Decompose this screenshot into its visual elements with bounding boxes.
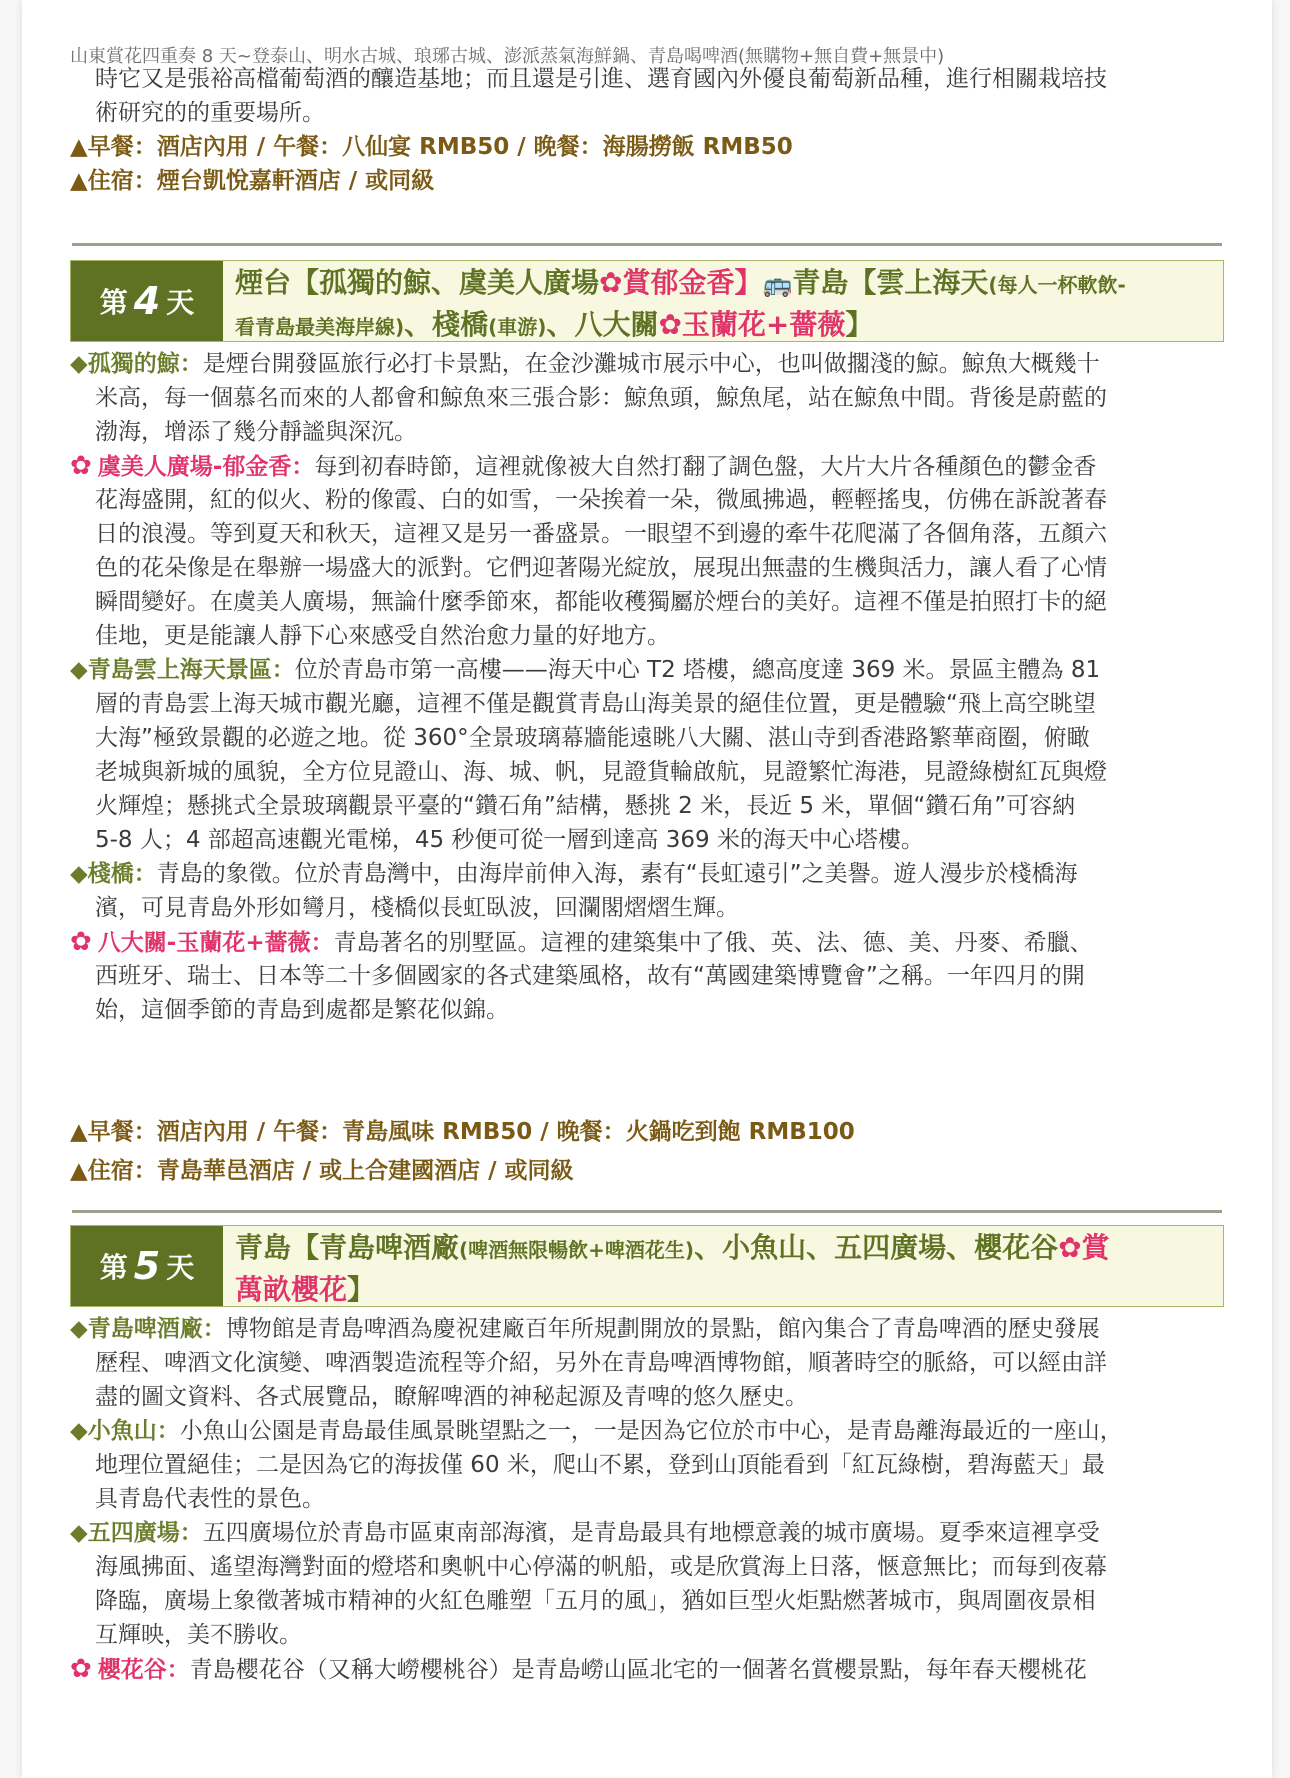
title-part: 萬畝櫻花: [235, 1273, 348, 1306]
item-line: 互輝映，美不勝收。: [95, 1622, 302, 1648]
title-part: 】: [347, 1273, 376, 1306]
item-name: 小魚山：: [87, 1418, 180, 1444]
title-part-small: (車游): [488, 315, 547, 339]
item-line: 歷程、啤酒文化演變、啤酒製造流程等介紹，另外在青島啤酒博物館，順著時空的脈絡，可以經由詳: [95, 1350, 1107, 1376]
item-line: 佳地，更是能讓人靜下心來感受自然治愈力量的好地方。: [95, 623, 670, 649]
title-part-small: (每人一杯軟飲-: [988, 273, 1126, 297]
item-first-line: [70, 1314, 1100, 1344]
item-line: 西班牙、瑞士、日本等二十多個國家的各式建築風格，故有“萬國建築博覽會”之稱。一年四月的開: [95, 963, 1085, 989]
day-tag-prefix: 第: [99, 286, 128, 319]
item-line: 濱，可見青島外形如彎月，棧橋似長虹臥波，回瀾閣熠熠生輝。: [95, 895, 739, 921]
item-line: 始，這個季節的青島到處都是繁花似錦。: [95, 997, 509, 1023]
day5-tag: [71, 1226, 223, 1306]
flower-icon: ✿: [599, 266, 623, 299]
bullet-icon: ◆: [70, 1418, 88, 1444]
title-part: 、八大關: [546, 308, 659, 341]
item-first-line: [70, 349, 1100, 379]
title-part-small: 看青島最美海岸線): [235, 315, 405, 339]
item-name: 虞美人廣場-郁金香：: [97, 454, 315, 480]
item-text: 博物館是青島啤酒為慶祝建廠百年所規劃開放的景點，館內集合了青島啤酒的歷史發展: [225, 1316, 1100, 1342]
item-first-line: [70, 859, 1078, 889]
section-divider: [72, 1210, 1222, 1213]
day-number: 5: [133, 1244, 161, 1288]
item-name: 青島啤酒廠：: [87, 1316, 226, 1342]
item-text: 青島著名的別墅區。這裡的建築集中了俄、英、法、德、美、丹麥、希臘、: [333, 930, 1093, 956]
item-name: 八大關-玉蘭花+薔薇：: [97, 930, 334, 956]
day3-meal: ▲早餐：酒店內用 / 午餐：八仙宴 RMB50 / 晚餐：海腸撈飯 RMB50: [70, 134, 793, 160]
item-first-line: [70, 1518, 1100, 1548]
day4-hotel: ▲住宿：青島華邑酒店 / 或上合建國酒店 / 或同級: [70, 1158, 574, 1184]
item-line: 瞬間變好。在虞美人廣場，無論什麼季節來，都能收穫獨屬於煙台的美好。這裡不僅是拍照打卡的絕: [95, 589, 1107, 615]
section-divider: [72, 243, 1222, 246]
day-tag-suffix: 天: [166, 1251, 195, 1284]
bus-icon: 🚌: [762, 270, 793, 298]
title-part: 青島【青島啤酒廠: [235, 1231, 460, 1264]
item-text: 五四廣場位於青島市區東南部海濱，是青島最具有地標意義的城市廣場。夏季來這裡享受: [202, 1520, 1100, 1546]
running-header: 山東賞花四重奏 8 天~登泰山、明水古城、琅琊古城、澎派蒸氣海鮮鍋、青島喝啤酒(無購物+無自費+無景中): [70, 46, 945, 67]
item-first-line: [70, 1654, 1087, 1685]
day3-hotel: ▲住宿：煙台凱悅嘉軒酒店 / 或同級: [70, 168, 435, 194]
title-part: 、棧橋: [404, 308, 489, 341]
item-text: 小魚山公園是青島最佳風景眺望點之一，一是因為它位於市中心，是青島離海最近的一座山，: [179, 1418, 1123, 1444]
day4-meal: ▲早餐：酒店內用 / 午餐：青島風味 RMB50 / 晚餐：火鍋吃到飽 RMB100: [70, 1119, 855, 1145]
item-line: 大海”極致景觀的必遊之地。從 360°全景玻璃幕牆能遠眺八大關、湛山寺到香港路繁華商圈，俯瞰: [95, 725, 1090, 751]
item-name: 五四廣場：: [87, 1520, 203, 1546]
item-first-line: [70, 927, 1093, 958]
day4-tag: [71, 261, 223, 341]
item-line: 層的青島雲上海天城市觀光廳，這裡不僅是觀賞青島山海美景的絕佳位置，更是體驗“飛上高空眺望: [95, 691, 1096, 717]
item-line: 盡的圖文資料、各式展覽品，瞭解啤酒的神秘起源及青啤的悠久歷史。: [95, 1384, 808, 1410]
flower-icon: ✿: [70, 927, 92, 957]
item-line: 色的花朵像是在舉辦一場盛大的派對。它們迎著陽光綻放，展現出無盡的生機與活力，讓人看了心情: [95, 555, 1107, 581]
intro-line: 時它又是張裕高檔葡萄酒的釀造基地；而且還是引進、選育國內外優良葡萄新品種，進行相關栽培技: [95, 66, 1107, 92]
item-text: 是煙台開發區旅行必打卡景點，在金沙灘城市展示中心，也叫做擱淺的鯨。鯨魚大概幾十: [202, 351, 1100, 377]
item-line: 海風拂面、遙望海灣對面的燈塔和奧帆中心停滿的帆船，或是欣賞海上日落，愜意無比；而每到夜幕: [95, 1554, 1107, 1580]
item-line: 5-8 人；4 部超高速觀光電梯，45 秒便可從一層到達高 369 米的海天中心塔樓。: [95, 827, 924, 853]
bullet-icon: ◆: [70, 1316, 88, 1342]
item-name: 孤獨的鯨：: [87, 351, 203, 377]
item-text: 青島的象徵。位於青島灣中，由海岸前伸入海，素有“長虹遠引”之美譽。遊人漫步於棧橋海: [156, 861, 1078, 887]
title-part: 】: [845, 308, 874, 341]
flower-icon: ✿: [1058, 1231, 1082, 1264]
day-tag-suffix: 天: [166, 286, 195, 319]
day5-title: [235, 1228, 1215, 1310]
item-line: 具青島代表性的景色。: [95, 1486, 325, 1512]
title-part-small: (啤酒無限暢飲+啤酒花生): [459, 1238, 695, 1262]
item-name: 櫻花谷：: [97, 1657, 190, 1683]
item-line: 米高，每一個慕名而來的人都會和鯨魚來三張合影：鯨魚頭，鯨魚尾，站在鯨魚中間。背後是蔚藍的: [95, 385, 1107, 411]
title-part: 賞郁金香】: [622, 266, 763, 299]
item-line: 日的浪漫。等到夏天和秋天，這裡又是另一番盛景。一眼望不到邊的牽牛花爬滿了各個角落，五顏六: [95, 521, 1107, 547]
day4-title: [235, 263, 1215, 347]
item-line: 地理位置絕佳；二是因為它的海拔僅 60 米，爬山不累，登到山頂能看到「紅瓦綠樹，碧海藍天」最: [95, 1452, 1105, 1478]
bullet-icon: ◆: [70, 861, 88, 887]
item-first-line: [70, 1416, 1123, 1446]
item-name: 棧橋：: [87, 861, 157, 887]
intro-line: 術研究的的重要場所。: [95, 100, 325, 126]
title-part: 煙台【孤獨的鯨、虞美人廣場: [235, 266, 600, 299]
item-first-line: [70, 451, 1096, 482]
item-text: 位於青島市第一高樓——海天中心 T2 塔樓，總高度達 369 米。景區主體為 81: [294, 657, 1101, 683]
item-line: 花海盛開，紅的似火、粉的像霞、白的如雪，一朵挨着一朵，微風拂過，輕輕搖曳，仿佛在訴說著春: [95, 487, 1107, 513]
bullet-icon: ◆: [70, 1520, 88, 1546]
item-line: 渤海，增添了幾分靜謐與深沉。: [95, 419, 417, 445]
flower-icon: ✿: [70, 1654, 92, 1684]
item-text: 青島櫻花谷（又稱大嶗櫻桃谷）是青島嶗山區北宅的一個著名賞櫻景點，每年春天櫻桃花: [189, 1657, 1087, 1683]
day-number: 4: [133, 279, 161, 323]
day5-header: [70, 1225, 1224, 1307]
item-line: 降臨，廣場上象徵著城市精神的火紅色雕塑「五月的風」，猶如巨型火炬點燃著城市，與周圍夜景相: [95, 1588, 1096, 1614]
day-tag-prefix: 第: [99, 1251, 128, 1284]
item-line: 火輝煌；懸挑式全景玻璃觀景平臺的“鑽石角”結構，懸挑 2 米，長近 5 米，單個“鑽石角”可容納: [95, 793, 1076, 819]
item-first-line: [70, 655, 1100, 685]
flower-icon: ✿: [70, 451, 92, 481]
bullet-icon: ◆: [70, 351, 88, 377]
title-part: 、小魚山、五四廣場、櫻花谷: [694, 1231, 1059, 1264]
title-part: 青島【雲上海天: [792, 266, 989, 299]
title-part: 賞: [1081, 1231, 1110, 1264]
flower-icon: ✿: [658, 308, 682, 341]
day4-header: [70, 260, 1224, 342]
item-line: 老城與新城的風貌，全方位見證山、海、城、帆，見證貨輪啟航，見證繁忙海港，見證綠樹紅瓦與燈: [95, 759, 1107, 785]
title-part: 玉蘭花+薔薇: [681, 308, 846, 341]
item-text: 每到初春時節，這裡就像被大自然打翻了調色盤，大片大片各種顏色的鬱金香: [314, 454, 1097, 480]
item-name: 青島雲上海天景區：: [87, 657, 295, 683]
bullet-icon: ◆: [70, 657, 88, 683]
